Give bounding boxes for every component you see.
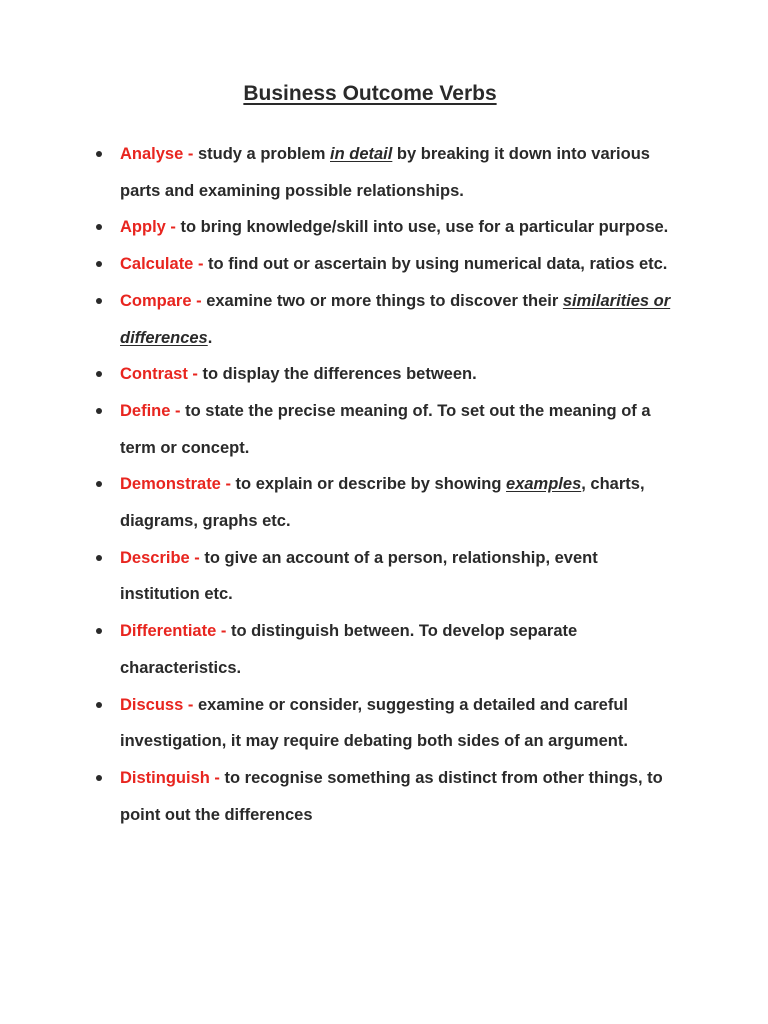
verb-item-describe [96, 540, 676, 613]
bullet-icon [96, 151, 102, 157]
verb-separator: - [183, 145, 198, 163]
verb-term: Compare [120, 291, 192, 310]
verb-list [96, 136, 676, 833]
verb-definition-cont: by breaking it down into various parts and examining possible relationships. [120, 145, 650, 200]
verb-separator: - [209, 768, 225, 787]
verb-definition: to explain or describe by showing [235, 475, 507, 494]
verb-emphasis: similarities or differences [120, 291, 671, 347]
verb-definition: to bring knowledge/skill into use, use for a particular purpose. [180, 218, 669, 237]
verb-item-define [96, 393, 676, 466]
verb-separator: - [216, 622, 231, 641]
bullet-icon [96, 702, 102, 708]
verb-definition: to distinguish between. To develop separate characteristics. [120, 622, 578, 677]
bullet-icon [96, 298, 102, 304]
bullet-icon [96, 224, 102, 230]
verb-separator: - [165, 218, 181, 237]
bullet-icon [96, 371, 102, 377]
verb-definition: examine two or more things to discover their [206, 291, 563, 310]
verb-term: Apply [120, 218, 166, 237]
verb-item-compare [96, 283, 676, 356]
verb-definition-cont: . [207, 328, 213, 347]
verb-separator: - [189, 548, 205, 567]
verb-item-calculate [96, 246, 676, 283]
verb-item-distinguish [96, 760, 676, 833]
verb-item-differentiate [96, 613, 676, 686]
bullet-icon [96, 408, 102, 414]
verb-term: Describe [120, 548, 190, 567]
document-title: Business Outcome Verbs [243, 82, 497, 105]
verb-definition: to display the differences between. [202, 365, 477, 384]
bullet-icon [96, 261, 102, 267]
verb-separator: - [170, 401, 186, 420]
verb-term: Contrast [120, 365, 188, 384]
verb-emphasis: in detail [330, 145, 393, 163]
verb-definition: to state the precise meaning of. To set out the meaning of a term or concept. [120, 401, 651, 457]
verb-separator: - [183, 695, 198, 714]
verb-item-contrast [96, 356, 676, 393]
bullet-icon [96, 628, 102, 634]
verb-definition: to recognise something as distinct from other things, to point out the differences [120, 768, 663, 824]
verb-term: Discuss [120, 695, 184, 714]
verb-definition: to find out or ascertain by using numerical data, ratios etc. [208, 255, 668, 274]
verb-term: Calculate [120, 255, 194, 274]
verb-item-discuss [96, 687, 676, 760]
verb-term: Analyse [120, 145, 184, 163]
verb-separator: - [193, 255, 209, 274]
verb-definition-cont: , charts, diagrams, graphs etc. [120, 475, 645, 531]
verb-separator: - [187, 365, 203, 384]
verb-separator: - [220, 475, 236, 494]
verb-emphasis: examples [506, 475, 582, 494]
verb-term: Define [120, 401, 171, 420]
verb-definition: study a problem [197, 145, 330, 163]
verb-term: Demonstrate [120, 475, 221, 494]
verb-term: Differentiate [120, 622, 217, 641]
verb-item-analyse [96, 136, 676, 209]
verb-definition: examine or consider, suggesting a detailed and careful investigation, it may require debating both sides of an argument. [120, 695, 629, 751]
bullet-icon [96, 775, 102, 781]
verb-item-demonstrate [96, 466, 676, 539]
verb-separator: - [191, 291, 207, 310]
verb-term: Distinguish [120, 768, 210, 787]
bullet-icon [96, 481, 102, 487]
verb-item-apply [96, 209, 676, 246]
verb-definition: to give an account of a person, relationship, event institution etc. [120, 548, 598, 604]
bullet-icon [96, 555, 102, 561]
